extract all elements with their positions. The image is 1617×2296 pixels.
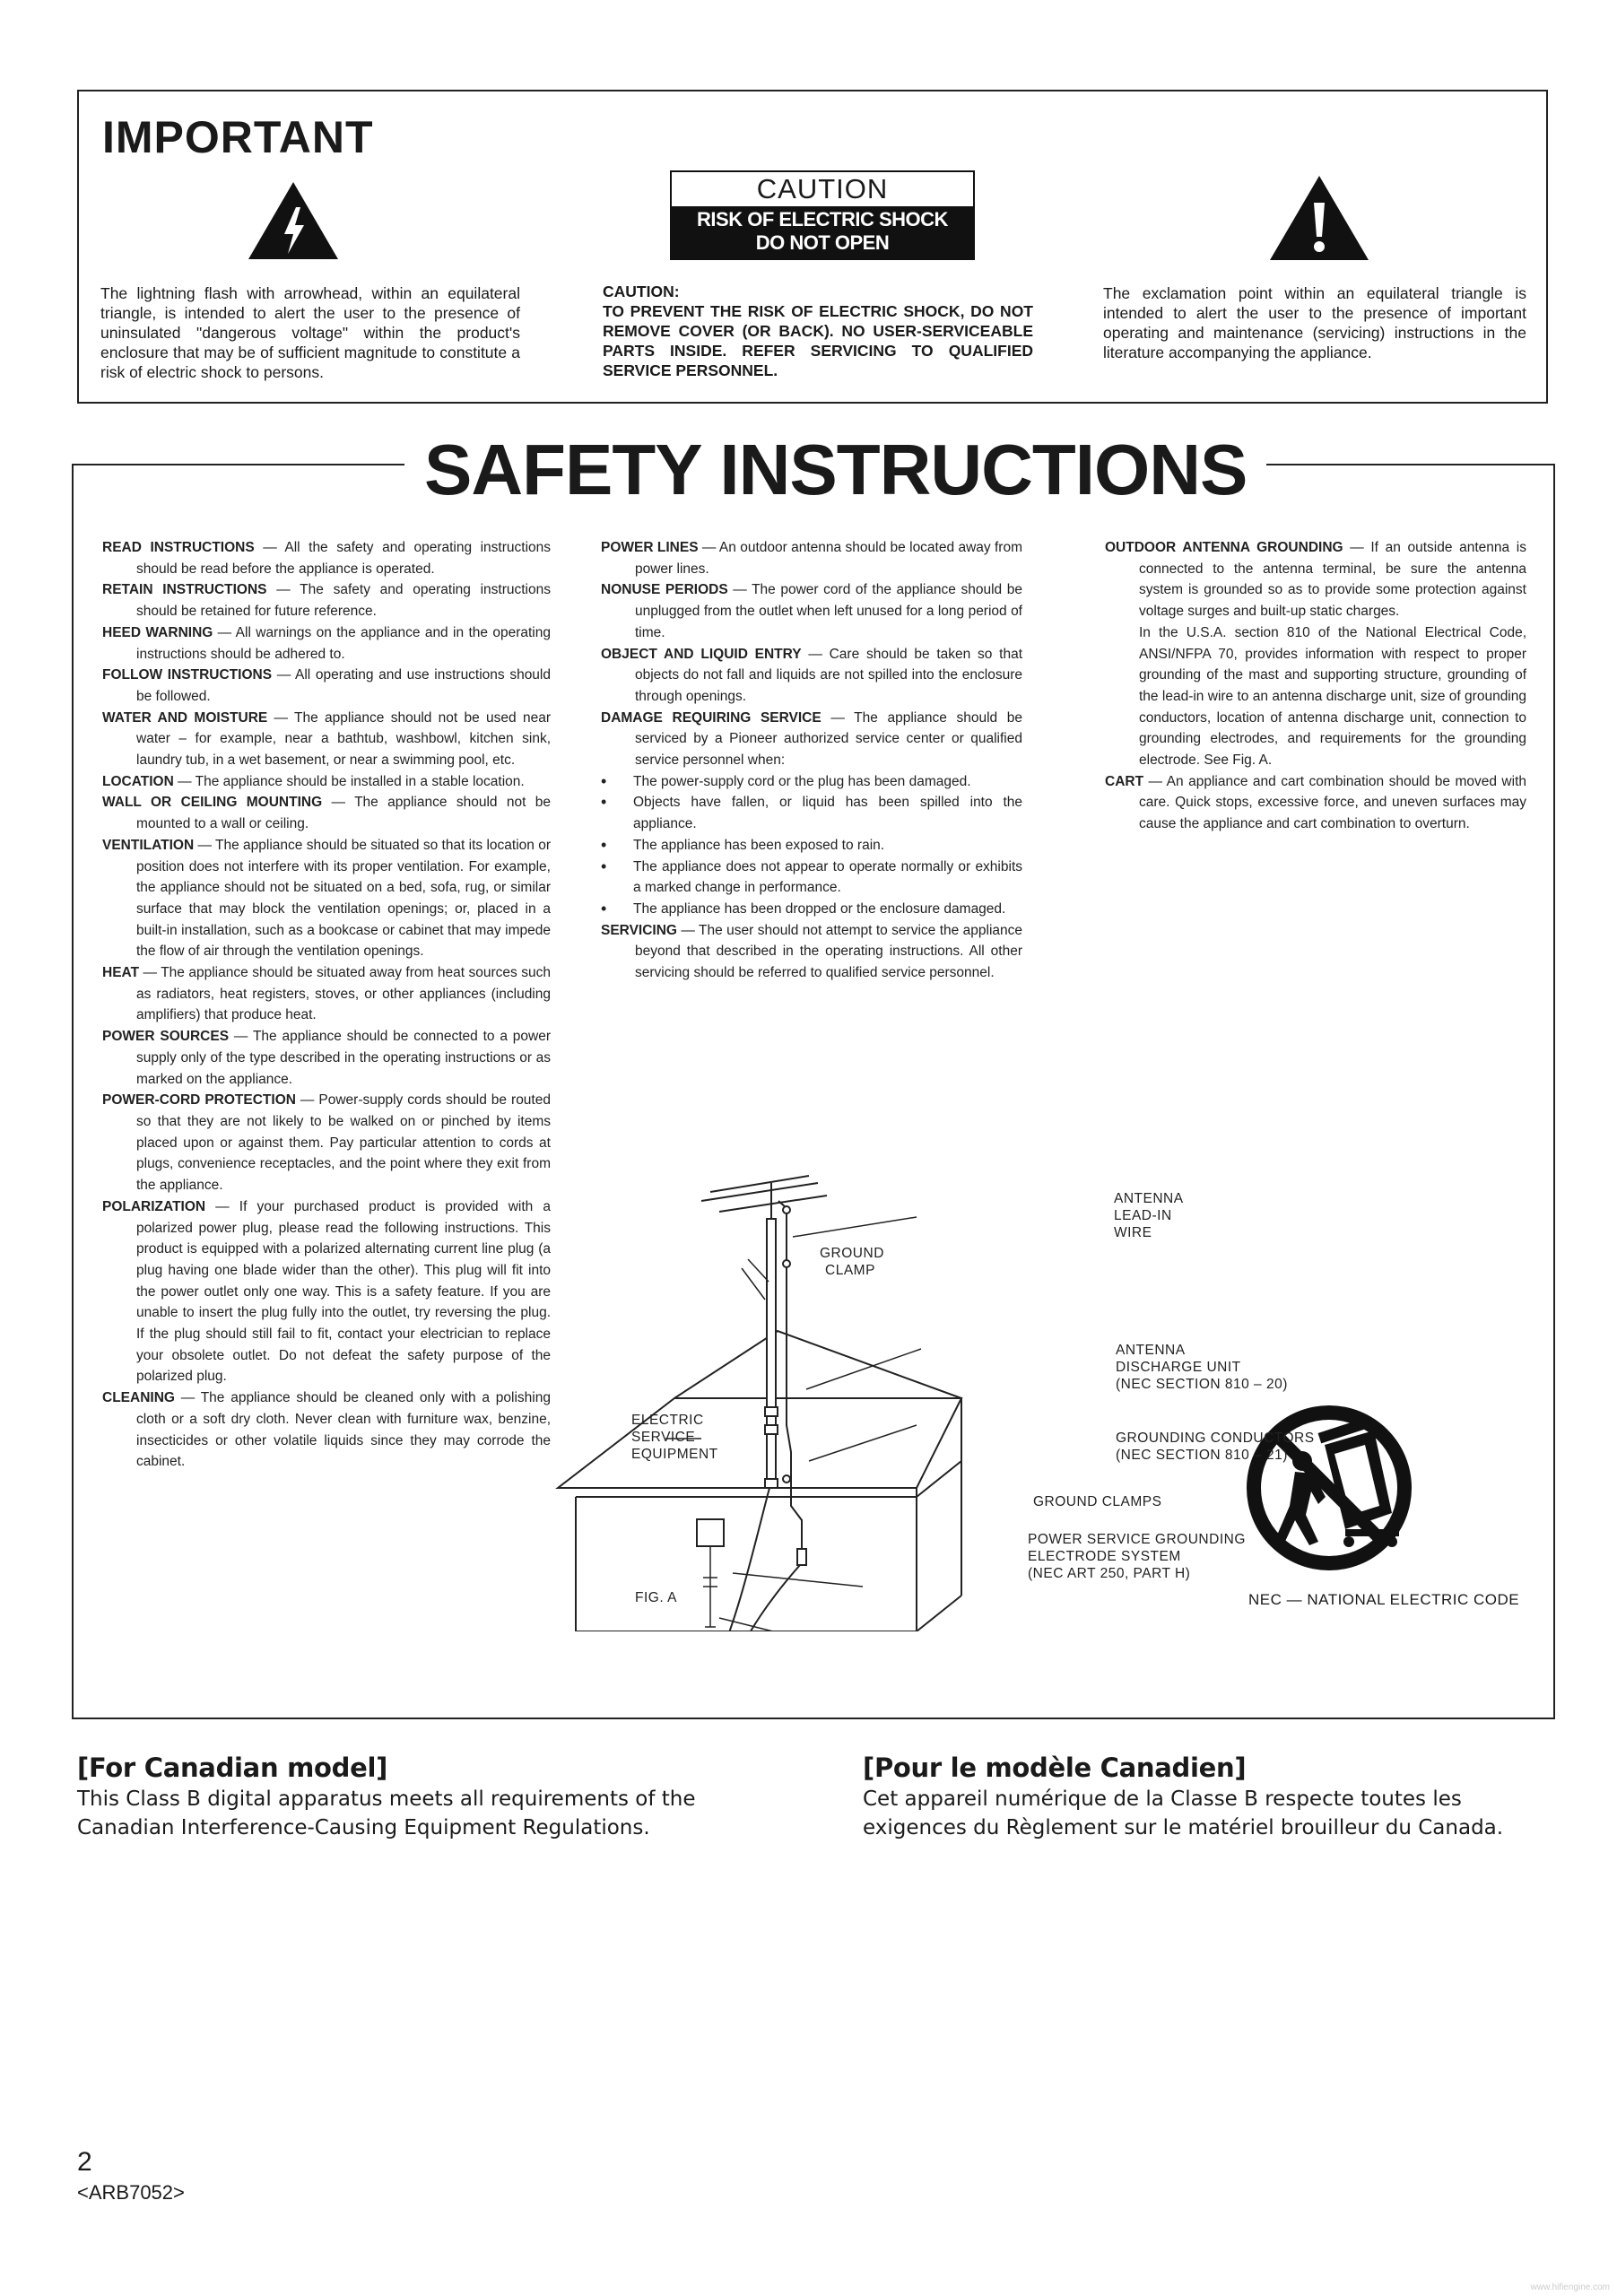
grounding-paragraph: In the U.S.A. section 810 of the National Electrical Code, ANSI/NFPA 70, provides information with respect to proper grounding of the mast and supporting structure, grounding of the lead-in wire to an antenna discharge unit, size of grounding conductors, location of antenna discharge unit, connection to grounding electrodes, and requirements for the grounding electrode. See Fig. A. — [1139, 624, 1526, 769]
instruction-term: HEED WARNING — [102, 624, 213, 640]
safety-section — [72, 430, 1555, 1719]
instruction-term: POWER-CORD PROTECTION — [102, 1092, 296, 1109]
instruction-term: POWER SOURCES — [102, 1029, 230, 1045]
instruction-term: CLEANING — [102, 1390, 175, 1406]
important-section — [77, 90, 1548, 404]
safety-item: SERVICING — The user should not attempt to service the appliance beyond that described in the operating instructions. All other servicing should be referred to qualified service personnel. — [601, 922, 1023, 981]
bullet-icon: • — [601, 857, 607, 875]
label-line: SERVICE — [631, 1430, 696, 1445]
lightning-description: The lightning flash with arrowhead, within an equilateral triangle, is intended to alert the user to the presence of uninsulated "dangerous voltage" within the product's enclosure that may be of sufficient magnitude to constitute a risk of electric shock to persons. — [100, 284, 520, 381]
instruction-term: POWER LINES — [601, 540, 699, 555]
instruction-term: SERVICING — [601, 922, 677, 938]
label-line: WIRE — [1114, 1225, 1152, 1240]
instruction-text: The appliance should be situated away from heat sources such as radiators, heat registers, stoves, or other appliances (including amplifiers) that produce heat. — [136, 965, 551, 1023]
damage-condition-text: The power-supply cord or the plug has been damaged. — [633, 773, 971, 789]
label-line: LEAD-IN — [1114, 1208, 1172, 1223]
important-title: IMPORTANT — [102, 112, 374, 162]
safety-item: FOLLOW INSTRUCTIONS — All operating and use instructions should be followed. — [102, 667, 551, 704]
instruction-text: All operating and use instructions should be followed. — [136, 667, 551, 704]
instruction-term: OBJECT AND LIQUID ENTRY — [601, 646, 802, 662]
safety-column-1 — [102, 537, 551, 1473]
instruction-term: HEAT — [102, 965, 140, 981]
label-line: (NEC SECTION 810 – 21) — [1116, 1448, 1288, 1463]
instruction-term: READ INSTRUCTIONS — [102, 540, 255, 555]
safety-item: POLARIZATION — If your purchased product is provided with a polarized power plug, please read the following instructions. This product is equipped with a polarized alternating current line plug (a plug having one blade wider than the other). This plug will fit into the power outlet only one way. This is a safety feature. If you are unable to insert the plug fully into the outlet, try reversing the plug. If the plug should still fail to fit, contact your electrician to replace your obsolete outlet. Do not defeat the safety purpose of the polarized plug. — [102, 1198, 552, 1385]
instruction-text: The appliance should be situated so that its location or position does not interfere with its proper ventilation. For example, the appliance should not be situated on a bed, sofa, rug, or similar surface that may block the ventilation openings; or, placed in a built-in installation, such as a bookcase or cabinet that may impede the flow of air through the ventilation openings. — [136, 837, 551, 960]
damage-condition-text: Objects have fallen, or liquid has been spilled into the appliance. — [633, 795, 1022, 832]
safety-item: DAMAGE REQUIRING SERVICE — The appliance should be serviced by a Pioneer authorized service center or qualified service personnel when: — [601, 709, 1022, 769]
safety-item: NONUSE PERIODS — The power cord of the appliance should be unplugged from the outlet when left unused for a long period of time. — [601, 582, 1022, 640]
document-code: <ARB7052> — [77, 2181, 185, 2204]
safety-item: POWER SOURCES — The appliance should be connected to a power supply only of the type described in the operating instructions or as marked on the appliance. — [102, 1029, 552, 1087]
exclamation-warning-icon — [1268, 174, 1370, 262]
canadian-notice-en — [77, 1752, 777, 1842]
instruction-term: RETAIN INSTRUCTIONS — [102, 582, 267, 598]
caution-statement — [603, 282, 1033, 380]
canadian-title-en: [For Canadian model] — [77, 1752, 388, 1783]
safety-item: LOCATION — The appliance should be installed in a stable location. — [102, 773, 525, 789]
cart-tip-over-icon — [1239, 1398, 1419, 1578]
label-power-service — [1028, 1531, 1246, 1582]
canadian-notice-fr — [863, 1752, 1562, 1842]
safety-item: READ INSTRUCTIONS — All the safety and operating instructions should be read before the appliance is operated. — [102, 540, 552, 577]
label-line: ANTENNA — [1114, 1191, 1184, 1206]
label-line: EQUIPMENT — [631, 1447, 718, 1462]
page-number: 2 — [77, 2147, 92, 2177]
instruction-text: If an outside antenna is connected to the antenna terminal, be sure the antenna system is grounded so as to provide some protection against voltage surges and built-up static charges. — [1139, 540, 1526, 620]
label-line: POWER SERVICE GROUNDING — [1028, 1532, 1246, 1547]
canadian-text-fr: Cet appareil numérique de la Classe B respecte toutes les exigences du Règlement sur le matériel brouilleur du Canada. — [863, 1787, 1504, 1839]
instruction-text: The appliance should not be used near water – for example, near a bathtub, washbowl, kitchen sink, laundry tub, in a wet basement, or near a swimming pool, etc. — [136, 709, 551, 769]
watermark: www.hifiengine.com — [1530, 2283, 1610, 2292]
instruction-text: The appliance should be installed in a stable location. — [195, 773, 525, 789]
caution-label-title: CAUTION — [756, 173, 889, 204]
label-line: (NEC SECTION 810 – 20) — [1116, 1377, 1288, 1392]
instruction-text: The appliance should not be mounted to a wall or ceiling. — [136, 795, 551, 832]
caution-heading: CAUTION: — [603, 283, 680, 300]
nec-caption: NEC — NATIONAL ELECTRIC CODE — [1248, 1591, 1520, 1608]
label-line: CLAMP — [825, 1263, 875, 1278]
safety-title: SAFETY INSTRUCTIONS — [404, 430, 1266, 510]
label-ground-clamp — [820, 1245, 884, 1279]
bullet-icon: • — [601, 899, 607, 918]
label-antenna-lead-in — [1114, 1190, 1184, 1241]
safety-item: CART — An appliance and cart combination should be moved with care. Quick stops, excessive force, and uneven surfaces may cause the appliance and cart combination to overturn. — [1105, 773, 1526, 832]
canadian-text-en: This Class B digital apparatus meets all requirements of the Canadian Interference-Causing Equipment Regulations. — [77, 1787, 696, 1839]
label-line: ELECTRODE SYSTEM — [1028, 1549, 1181, 1564]
safety-column-2 — [601, 537, 1022, 984]
instruction-term: CART — [1105, 773, 1144, 789]
label-electric-service — [631, 1412, 718, 1463]
figure-caption: FIG. A — [635, 1590, 677, 1605]
instruction-term: WALL OR CEILING MOUNTING — [102, 795, 323, 811]
instruction-term: OUTDOOR ANTENNA GROUNDING — [1105, 540, 1343, 555]
instruction-text: The user should not attempt to service the appliance beyond that described in the operating instructions. All other servicing should be referred to qualified service personnel. — [635, 922, 1023, 981]
instruction-text: The appliance should be connected to a power supply only of the type described in the operating instructions or as marked on the appliance. — [136, 1029, 552, 1087]
damage-condition-item — [601, 857, 1022, 899]
instruction-text: An outdoor antenna should be located away from power lines. — [635, 540, 1022, 577]
caution-label — [670, 170, 975, 260]
instruction-text: The safety and operating instructions should be retained for future reference. — [136, 582, 551, 620]
instruction-term: FOLLOW INSTRUCTIONS — [102, 667, 273, 683]
safety-item: CLEANING — The appliance should be cleaned only with a polishing cloth or a soft dry cloth. Never clean with furniture wax, benzine, insecticides or other volatile liquids since they may corrode the cabinet. — [102, 1390, 551, 1470]
instruction-text: The appliance should be cleaned only with a polishing cloth or a soft dry cloth. Never clean with furniture wax, benzine, insecticides or other volatile liquids since they may corrode the cabinet. — [136, 1390, 551, 1470]
instruction-term: DAMAGE REQUIRING SERVICE — [601, 709, 822, 726]
label-ground-clamps: GROUND CLAMPS — [1033, 1494, 1162, 1509]
safety-item: HEAT — The appliance should be situated away from heat sources such as radiators, heat registers, stoves, or other appliances (including amplifiers) that produce heat. — [102, 965, 551, 1023]
caution-label-line2: DO NOT OPEN — [755, 231, 890, 254]
damage-condition-text: The appliance does not appear to operate normally or exhibits a marked change in performance. — [633, 858, 1022, 896]
instruction-text: All the safety and operating instructions should be read before the appliance is operated. — [136, 540, 552, 577]
safety-item: WATER AND MOISTURE — The appliance should not be used near water – for example, near a bathtub, washbowl, kitchen sink, laundry tub, in a wet basement, or near a swimming pool, etc. — [102, 709, 551, 769]
safety-item: VENTILATION — The appliance should be situated so that its location or position does not interfere with its proper ventilation. For example, the appliance should not be situated on a bed, sofa, rug, or similar surface that may block the ventilation openings; or, placed in a built-in installation, such as a bookcase or cabinet that may impede the flow of air through the ventilation openings. — [102, 837, 551, 960]
instruction-term: NONUSE PERIODS — [601, 582, 728, 598]
instruction-text: If your purchased product is provided with a polarized power plug, please read the following instructions. This product is equipped with a polarized alternating current line plug (a plug having one blade wider than the other). This plug will fit into the power outlet only one way. This is a safety feature. If you are unable to insert the plug fully into the outlet, try reversing the plug. If the plug should still fail to fit, contact your electrician to replace your obsolete outlet. Do not defeat the safety purpose of the polarized plug. — [136, 1198, 552, 1385]
safety-item: RETAIN INSTRUCTIONS — The safety and operating instructions should be retained for future reference. — [102, 582, 551, 620]
caution-text: TO PREVENT THE RISK OF ELECTRIC SHOCK, DO NOT REMOVE COVER (OR BACK). NO USER-SERVICEABLE PARTS INSIDE. REFER SERVICING TO QUALIFIED SERVICE PERSONNEL. — [603, 302, 1033, 379]
damage-condition-text: The appliance has been exposed to rain. — [633, 837, 885, 853]
label-line: (NEC ART 250, PART H) — [1028, 1566, 1191, 1581]
caution-label-warning — [672, 206, 973, 258]
damage-condition-item — [601, 792, 1022, 834]
safety-item: WALL OR CEILING MOUNTING — The appliance should not be mounted to a wall or ceiling. — [102, 795, 551, 832]
safety-column-3 — [1105, 537, 1526, 835]
bullet-icon: • — [601, 793, 607, 812]
exclamation-description: The exclamation point within an equilateral triangle is intended to alert the user to the presence of important operating and maintenance (servicing) instructions in the literature accompanying the appliance. — [1103, 284, 1526, 361]
instruction-text: Care should be taken so that objects do not fall and liquids are not spilled into the enclosure through openings. — [635, 646, 1022, 704]
label-grounding-conductors — [1116, 1430, 1315, 1464]
instruction-term: VENTILATION — [102, 837, 195, 853]
caution-label-line1: RISK OF ELECTRIC SHOCK — [697, 208, 948, 230]
safety-item: OUTDOOR ANTENNA GROUNDING — If an outside antenna is connected to the antenna terminal, be sure the antenna system is grounded so as to provide some protection against voltage surges and built-up static charges. — [1105, 540, 1526, 620]
damage-condition-text: The appliance has been dropped or the enclosure damaged. — [633, 900, 1006, 917]
safety-item: POWER-CORD PROTECTION — Power-supply cords should be routed so that they are not likely to be walked on or pinched by items placed upon or against them. Pay particular attention to cords at plugs, convenience receptacles, and the point where they exit from the appliance. — [102, 1092, 551, 1194]
label-discharge-unit — [1116, 1342, 1288, 1393]
instruction-text: Power-supply cords should be routed so that they are not likely to be walked on or pinched by items placed upon or against them. Pay particular attention to cords at plugs, convenience receptacles, and the point where they exit from the appliance. — [136, 1092, 551, 1194]
label-line: GROUND — [820, 1246, 884, 1261]
label-line: GROUNDING CONDUCTORS — [1116, 1431, 1315, 1446]
label-line: ELECTRIC — [631, 1413, 704, 1428]
damage-condition-item — [601, 835, 1022, 857]
lightning-warning-icon — [247, 180, 340, 261]
instruction-term: POLARIZATION — [102, 1198, 206, 1214]
safety-item: HEED WARNING — All warnings on the appliance and in the operating instructions should be adhered to. — [102, 624, 551, 662]
label-line: ANTENNA — [1116, 1343, 1186, 1358]
instruction-term: LOCATION — [102, 773, 174, 789]
safety-item: OBJECT AND LIQUID ENTRY — Care should be taken so that objects do not fall and liquids are not spilled into the enclosure through openings. — [601, 646, 1022, 704]
instruction-text: An appliance and cart combination should be moved with care. Quick stops, excessive force, and uneven surfaces may cause the appliance and cart combination to overturn. — [1139, 773, 1526, 832]
instruction-text: All warnings on the appliance and in the operating instructions should be adhered to. — [136, 624, 551, 662]
label-line: DISCHARGE UNIT — [1116, 1360, 1241, 1375]
damage-condition-item — [601, 899, 1022, 920]
instruction-text: The appliance should be serviced by a Pioneer authorized service center or qualified service personnel when: — [635, 709, 1022, 769]
bullet-icon: • — [601, 771, 607, 790]
instruction-text: The power cord of the appliance should be unplugged from the outlet when left unused for a long period of time. — [635, 582, 1022, 640]
instruction-term: WATER AND MOISTURE — [102, 709, 268, 726]
bullet-icon: • — [601, 835, 607, 854]
safety-item: POWER LINES — An outdoor antenna should be located away from power lines. — [601, 540, 1022, 577]
damage-condition-item — [601, 771, 1022, 793]
canadian-title-fr: [Pour le modèle Canadien] — [863, 1752, 1247, 1783]
